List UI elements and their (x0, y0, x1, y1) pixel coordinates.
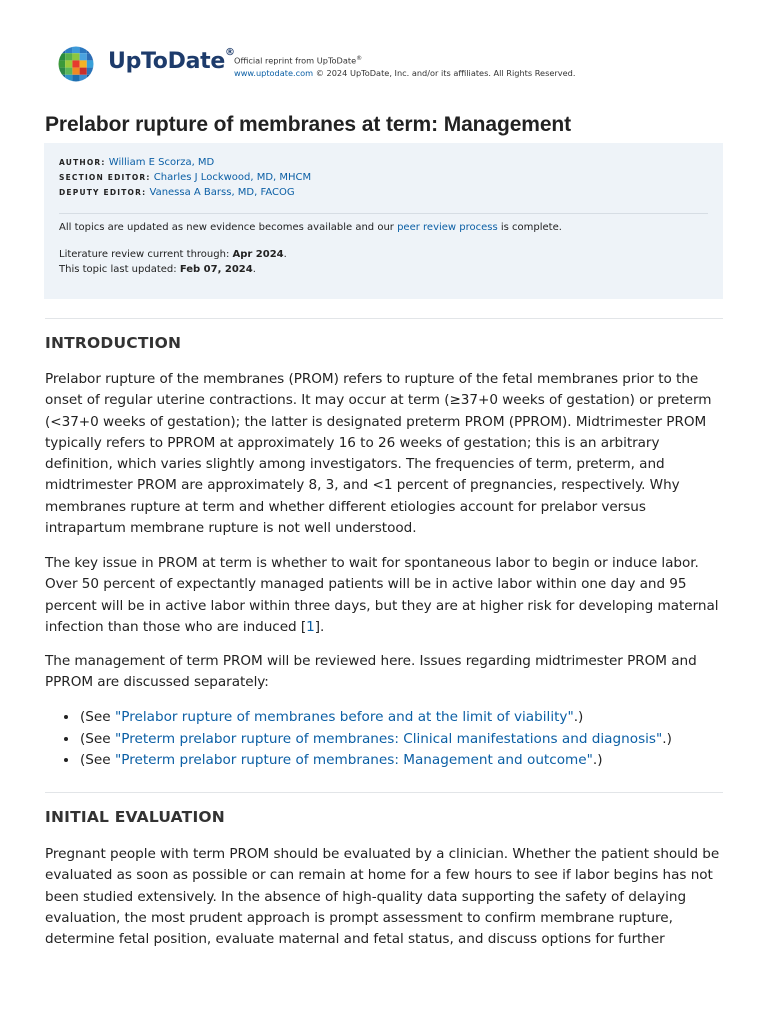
peer-review-link[interactable]: peer review process (397, 222, 498, 233)
list-item: • (See "Preterm prelabor rupture of membranes: Management and outcome".) (79, 750, 672, 772)
section-divider (45, 318, 723, 319)
section-editor-row: SECTION EDITOR: Charles J Lockwood, MD, MHCM (59, 172, 312, 183)
introduction-heading: INTRODUCTION (45, 334, 182, 352)
section-editor-link[interactable]: Charles J Lockwood, MD, MHCM (153, 172, 312, 183)
reference-link-1[interactable]: 1 (306, 618, 315, 635)
initial-evaluation-heading: INITIAL EVALUATION (45, 808, 225, 826)
reprint-notice: Official reprint from UpToDate® www.uptodate.com © 2024 UpToDate, Inc. and/or its affiliates. All Rights Reserved. (234, 55, 576, 79)
update-notice: All topics are updated as new evidence becomes available and our peer review process is complete. (59, 222, 562, 233)
brand-name: UpToDate® (108, 47, 235, 74)
related-topic-link-pprom-management[interactable]: "Preterm prelabor rupture of membranes: Management and outcome" (114, 752, 593, 768)
author-link[interactable]: William E Scorza, MD (108, 157, 215, 168)
related-topic-link-viability[interactable]: "Prelabor rupture of membranes before and at the limit of viability" (114, 709, 574, 725)
page-title: Prelabor rupture of membranes at term: Management (45, 113, 572, 136)
uptodate-logo-icon (58, 46, 94, 82)
intro-paragraph-1: Prelabor rupture of the membranes (PROM) refers to rupture of the fetal membranes prior to the onset of regular uterine contractions. It may occur at term (≥37+0 weeks of gestation) or preterm (<37+0 weeks of gestation); the latter is designated preterm PROM (PPROM). Midtrimester PROM typically refers to PPROM at approximately 16 to 26 weeks of gestation; this is an arbitrary definition, which varies slightly among investigators. The frequencies of term, preterm, and midtrimester PROM are approximately 8, 3, and <1 percent of pregnancies, respectively. Why membranes rupture at term and whether different etiologies account for prelabor versus intrapartum membrane rupture is not well understood. (45, 371, 712, 537)
site-link[interactable]: www.uptodate.com (234, 68, 314, 79)
deputy-editor-link[interactable]: Vanessa A Barss, MD, FACOG (149, 187, 295, 198)
last-updated-date: This topic last updated: Feb 07, 2024. (59, 264, 256, 275)
intro-paragraph-2: The key issue in PROM at term is whether to wait for spontaneous labor to begin or induce labor. Over 50 percent of expectantly managed patients will be in active labor within one day and 95 percent will be in active labor within three days, but they are at higher risk for developing maternal infection than those who are induced [1]. (45, 555, 719, 635)
deputy-editor-row: DEPUTY EDITOR: Vanessa A Barss, MD, FACOG (59, 187, 295, 198)
intro-paragraph-3: The management of term PROM will be reviewed here. Issues regarding midtrimester PROM and PPROM are discussed separately: (45, 653, 697, 691)
related-topic-link-pprom-diagnosis[interactable]: "Preterm prelabor rupture of membranes: Clinical manifestations and diagnosis" (114, 730, 663, 747)
list-item: • (See "Prelabor rupture of membranes before and at the limit of viability".) (79, 707, 672, 729)
related-topics-list (60, 707, 672, 772)
list-item: • (See "Preterm prelabor rupture of membranes: Clinical manifestations and diagnosis".) (79, 729, 672, 751)
evaluation-paragraph-1: Pregnant people with term PROM should be evaluated by a clinician. Whether the patient should be evaluated as soon as possible or can remain at home for a few hours to see if labor begins has not been studied extensively. In the absence of high-quality data supporting the safety of delaying evaluation, the most prudent approach is prompt assessment to confirm membrane rupture, determine fetal position, evaluate maternal and fetal status, and discuss options for further (45, 846, 720, 948)
literature-review-date: Literature review current through: Apr 2024. (59, 249, 287, 260)
topic-meta-box (44, 143, 723, 299)
author-row: AUTHOR: William E Scorza, MD (59, 157, 215, 168)
section-divider (45, 792, 723, 793)
meta-divider (59, 213, 708, 214)
header (58, 46, 718, 86)
